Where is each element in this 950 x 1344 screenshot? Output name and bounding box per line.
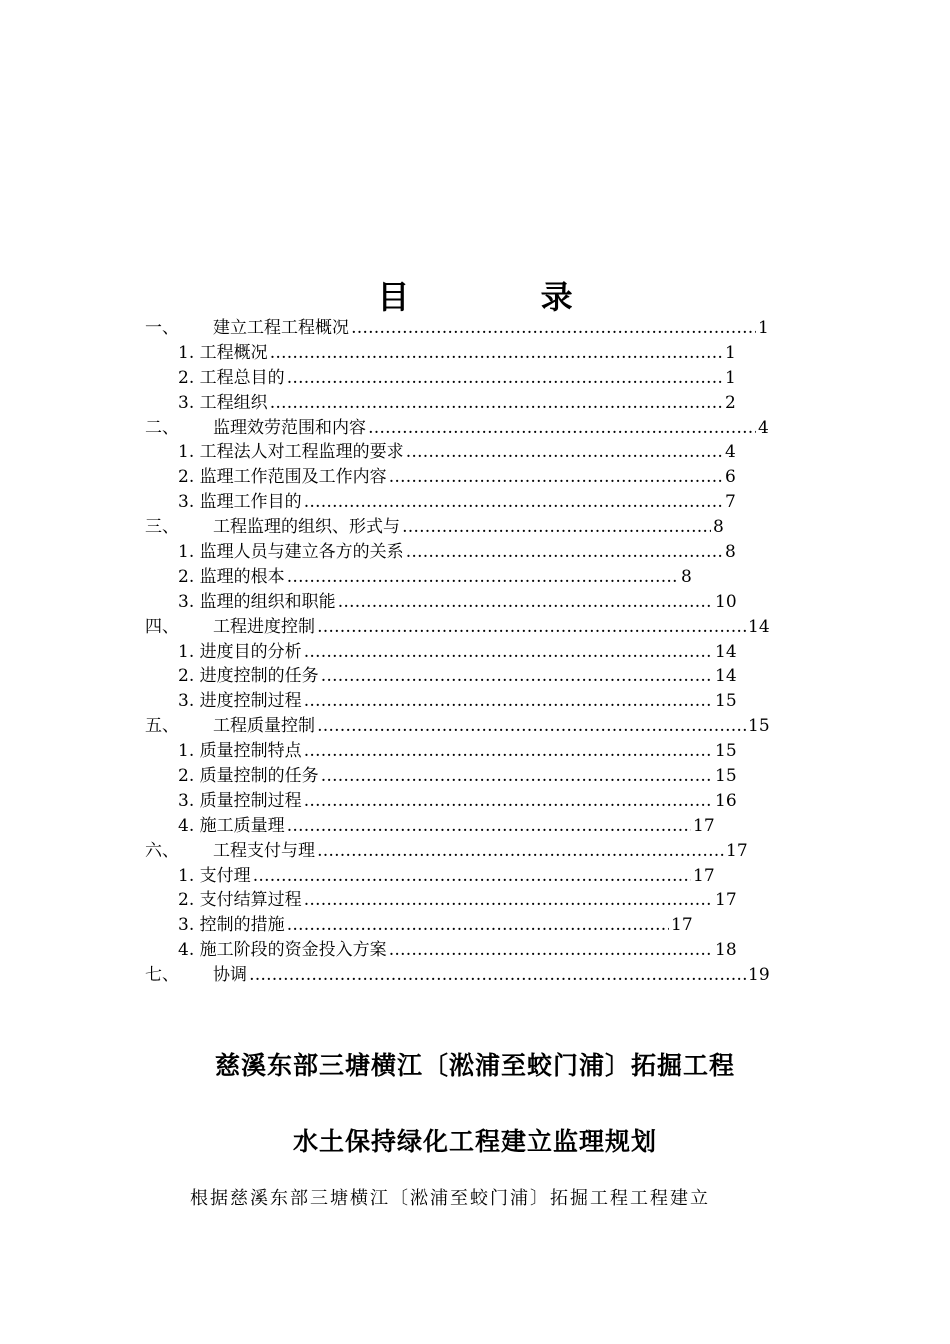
toc-page-number: 15	[715, 691, 737, 712]
toc-page-number: 17	[715, 890, 737, 911]
toc-dot-leader	[251, 864, 691, 889]
toc-dot-leader	[268, 391, 723, 416]
toc-dot-leader	[285, 913, 669, 938]
toc-entry-label: 2. 进度控制的任务	[178, 666, 319, 687]
toc-page-number: 14	[715, 641, 737, 662]
toc-page-number: 17	[671, 915, 693, 936]
toc-page-number: 4	[758, 417, 769, 438]
toc-page-number: 14	[715, 666, 737, 687]
toc-entry-label: 1. 进度目的分析	[178, 641, 302, 662]
toc-entry-label: 1. 支付理	[178, 865, 251, 886]
toc-entry-label: 2. 监理工作范围及工作内容	[178, 467, 387, 488]
toc-entry[interactable]	[145, 913, 805, 938]
toc-entry-label: 3. 进度控制过程	[178, 691, 302, 712]
toc-entry[interactable]	[145, 515, 805, 540]
body-paragraph: 根据慈溪东部三塘横江〔淞浦至蛟门浦〕拓掘工程工程建立	[190, 1188, 710, 1209]
toc-dot-leader	[404, 440, 723, 465]
toc-page-number: 1	[725, 342, 736, 363]
toc-entry[interactable]	[145, 764, 805, 789]
toc-entry-label: 4. 施工阶段的资金投入方案	[178, 940, 387, 961]
toc-entry-label: 4. 施工质量理	[178, 815, 285, 836]
toc-dot-leader	[387, 938, 713, 963]
toc-entry-label: 3. 监理工作目的	[178, 492, 302, 513]
document-title-line-2: 水土保持绿化工程建立监理规划	[292, 1127, 657, 1156]
toc-entry[interactable]	[145, 490, 805, 515]
toc-dot-leader	[366, 416, 756, 441]
toc-dot-leader	[400, 515, 711, 540]
toc-entry[interactable]	[145, 963, 805, 988]
toc-entry-label: 监理效劳范围和内容	[213, 417, 366, 438]
toc-entry-label: 3. 工程组织	[178, 392, 268, 413]
toc-entry-label: 3. 监理的组织和职能	[178, 591, 336, 612]
toc-dot-leader	[315, 714, 746, 739]
toc-page-number: 1	[725, 367, 736, 388]
toc-entry[interactable]	[145, 615, 805, 640]
toc-entry-label: 工程监理的组织、形式与	[213, 517, 400, 538]
toc-page-number: 17	[726, 840, 748, 861]
toc-entry-label: 协调	[213, 965, 247, 986]
toc-entry-label: 1. 监理人员与建立各方的关系	[178, 542, 404, 563]
toc-dot-leader	[302, 739, 713, 764]
toc-dot-leader	[285, 814, 691, 839]
toc-dot-leader	[404, 540, 723, 565]
toc-chapter-marker: 七、	[145, 965, 179, 986]
toc-page-number: 15	[715, 741, 737, 762]
toc-entry[interactable]	[145, 440, 805, 465]
toc-dot-leader	[302, 490, 723, 515]
toc-entry[interactable]	[145, 714, 805, 739]
toc-entry[interactable]	[145, 814, 805, 839]
toc-dot-leader	[285, 565, 679, 590]
toc-chapter-marker: 五、	[145, 716, 179, 737]
toc-page-number: 19	[748, 965, 770, 986]
table-of-contents	[145, 316, 805, 988]
toc-page-number: 17	[693, 865, 715, 886]
toc-page-number: 14	[748, 616, 770, 637]
toc-chapter-marker: 二、	[145, 417, 179, 438]
toc-entry-label: 2. 质量控制的任务	[178, 766, 319, 787]
toc-entry[interactable]	[145, 864, 805, 889]
toc-dot-leader	[247, 963, 746, 988]
toc-entry[interactable]	[145, 540, 805, 565]
toc-chapter-marker: 一、	[145, 318, 179, 338]
toc-dot-leader	[268, 341, 723, 366]
toc-dot-leader	[302, 888, 713, 913]
toc-page-number: 15	[748, 716, 770, 737]
toc-page-number: 8	[725, 542, 736, 563]
toc-entry[interactable]	[145, 416, 805, 441]
toc-entry[interactable]	[145, 316, 805, 341]
toc-dot-leader	[302, 640, 713, 665]
toc-dot-leader	[349, 316, 756, 341]
toc-entry-label: 工程支付与理	[213, 840, 315, 861]
toc-dot-leader	[302, 689, 713, 714]
toc-dot-leader	[302, 789, 713, 814]
toc-entry[interactable]	[145, 938, 805, 963]
toc-entry-label: 2. 工程总目的	[178, 367, 285, 388]
toc-entry[interactable]	[145, 789, 805, 814]
toc-dot-leader	[315, 839, 724, 864]
toc-entry-label: 1. 质量控制特点	[178, 741, 302, 762]
toc-dot-leader	[336, 590, 713, 615]
toc-entry[interactable]	[145, 366, 805, 391]
toc-entry[interactable]	[145, 391, 805, 416]
toc-page-number: 18	[715, 940, 737, 961]
toc-entry[interactable]	[145, 640, 805, 665]
toc-entry[interactable]	[145, 839, 805, 864]
toc-entry-label: 2. 支付结算过程	[178, 890, 302, 911]
toc-dot-leader	[319, 664, 713, 689]
toc-page-number: 16	[715, 790, 737, 811]
toc-entry-label: 3. 控制的措施	[178, 915, 285, 936]
toc-entry[interactable]	[145, 689, 805, 714]
toc-chapter-marker: 三、	[145, 517, 179, 538]
toc-chapter-marker: 四、	[145, 616, 179, 637]
toc-dot-leader	[315, 615, 746, 640]
toc-page-number: 7	[725, 492, 736, 513]
toc-entry[interactable]	[145, 565, 805, 590]
toc-entry-label: 1. 工程概况	[178, 342, 268, 363]
toc-title: 目 录	[377, 278, 633, 316]
toc-page-number: 1	[758, 318, 769, 338]
toc-entry[interactable]	[145, 888, 805, 913]
toc-entry-label: 1. 工程法人对工程监理的要求	[178, 442, 404, 463]
toc-dot-leader	[285, 366, 723, 391]
toc-entry-label: 工程进度控制	[213, 616, 315, 637]
toc-entry[interactable]	[145, 341, 805, 366]
toc-entry-label: 3. 质量控制过程	[178, 790, 302, 811]
toc-page-number: 4	[725, 442, 736, 463]
toc-page-number: 2	[725, 392, 736, 413]
toc-page-number: 6	[725, 467, 736, 488]
toc-entry-label: 建立工程工程概况	[213, 318, 349, 338]
toc-page-number: 15	[715, 766, 737, 787]
toc-page-number: 10	[715, 591, 737, 612]
toc-page-number: 8	[681, 566, 692, 587]
toc-entry[interactable]	[145, 465, 805, 490]
document-title-line-1: 慈溪东部三塘横江〔淞浦至蛟门浦〕拓掘工程	[214, 1051, 735, 1080]
toc-dot-leader	[387, 465, 723, 490]
toc-page-number: 17	[693, 815, 715, 836]
toc-chapter-marker: 六、	[145, 840, 179, 861]
toc-entry[interactable]	[145, 739, 805, 764]
toc-entry-label: 工程质量控制	[213, 716, 315, 737]
toc-entry-label: 2. 监理的根本	[178, 566, 285, 587]
toc-entry[interactable]	[145, 590, 805, 615]
toc-dot-leader	[319, 764, 713, 789]
toc-entry[interactable]	[145, 664, 805, 689]
toc-page-number: 8	[713, 517, 724, 538]
